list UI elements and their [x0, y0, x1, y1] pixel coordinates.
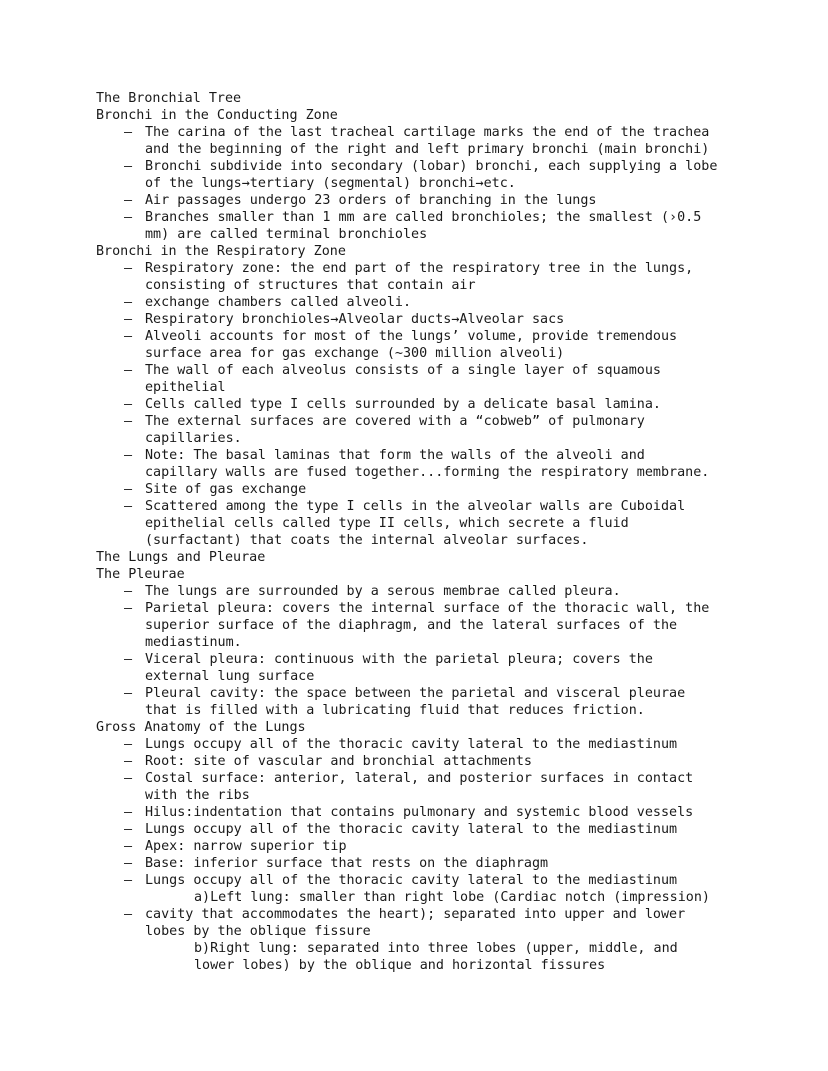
bullet-item: [96, 294, 732, 311]
bullet-dash-icon: –: [124, 125, 133, 140]
bullet-dash-icon: –: [124, 754, 133, 769]
bullet-text: Scattered among the type I cells in the alveolar walls are Cuboidal epithelial cells called type II cells, which secrete a fluid (surfactant) that coats the internal alveolar surfaces.: [145, 499, 694, 548]
lettered-sub-item: a)Left lung: smaller than right lobe (Cardiac notch (impression): [194, 890, 710, 905]
document-body: [96, 90, 732, 974]
bullet-dash-icon: –: [124, 839, 133, 854]
bullet-dash-icon: –: [124, 822, 133, 837]
bullet-text: The carina of the last tracheal cartilage marks the end of the trachea and the beginning of the right and left primary bronchi (main bronchi): [145, 125, 718, 157]
bullet-dash-icon: –: [124, 584, 133, 599]
bullet-text: Viceral pleura: continuous with the parietal pleura; covers the external lung surface: [145, 652, 661, 684]
bullet-item: [96, 600, 732, 651]
bullet-item: [96, 804, 732, 821]
bullet-text: Note: The basal laminas that form the walls of the alveoli and capillary walls are fused together...forming the respiratory membrane.: [145, 448, 710, 480]
section-heading: Gross Anatomy of the Lungs: [96, 720, 306, 735]
bullet-text: Air passages undergo 23 orders of branching in the lungs: [145, 193, 597, 208]
bullet-item: [96, 498, 732, 549]
bullet-dash-icon: –: [124, 193, 133, 208]
bullet-text: Hilus:indentation that contains pulmonary and systemic blood vessels: [145, 805, 694, 820]
bullet-item: [96, 260, 732, 294]
bullet-text: exchange chambers called alveoli.: [145, 295, 412, 310]
bullet-text: The wall of each alveolus consists of a single layer of squamous epithelial: [145, 363, 670, 395]
bullet-text: Branches smaller than 1 mm are called bronchioles; the smallest (›0.5 mm) are called terminal bronchioles: [145, 210, 710, 242]
bullet-dash-icon: –: [124, 159, 133, 174]
bullet-text: Pleural cavity: the space between the parietal and visceral pleurae that is filled with a lubricating fluid that reduces friction.: [145, 686, 694, 718]
bullet-text: Alveoli accounts for most of the lungs’ volume, provide tremendous surface area for gas exchange (~300 million alveoli): [145, 329, 686, 361]
bullet-text: Lungs occupy all of the thoracic cavity lateral to the mediastinum: [145, 873, 678, 888]
bullet-item: [96, 447, 732, 481]
bullet-item: [96, 838, 732, 855]
bullet-item: [96, 328, 732, 362]
bullet-text: Bronchi subdivide into secondary (lobar) bronchi, each supplying a lobe of the lungs→tertiary (segmental) bronchi→etc.: [145, 159, 726, 191]
bullet-dash-icon: –: [124, 448, 133, 463]
bullet-dash-icon: –: [124, 312, 133, 327]
section-heading: Bronchi in the Respiratory Zone: [96, 244, 346, 259]
bullet-item: [96, 481, 732, 498]
bullet-item: [96, 736, 732, 753]
bullet-text: Costal surface: anterior, lateral, and posterior surfaces in contact with the ribs: [145, 771, 702, 803]
bullet-text: Cells called type I cells surrounded by a delicate basal lamina.: [145, 397, 661, 412]
bullet-dash-icon: –: [124, 737, 133, 752]
bullet-item: [96, 311, 732, 328]
bullet-item: [96, 685, 732, 719]
section-heading: The Pleurae: [96, 567, 185, 582]
bullet-item: [96, 158, 732, 192]
bullet-text: Parietal pleura: covers the internal surface of the thoracic wall, the superior surface of the diaphragm, and the lateral surfaces of the mediastinum.: [145, 601, 718, 650]
bullet-text: Base: inferior surface that rests on the diaphragm: [145, 856, 549, 871]
bullet-dash-icon: –: [124, 805, 133, 820]
bullet-text: Lungs occupy all of the thoracic cavity lateral to the mediastinum: [145, 822, 678, 837]
bullet-text: Site of gas exchange: [145, 482, 307, 497]
bullet-item: [96, 770, 732, 804]
bullet-text: The external surfaces are covered with a “cobweb” of pulmonary capillaries.: [145, 414, 653, 446]
bullet-text: Respiratory bronchioles→Alveolar ducts→Alveolar sacs: [145, 312, 565, 327]
section-heading: The Bronchial Tree: [96, 91, 242, 106]
bullet-item: [96, 651, 732, 685]
bullet-item: [96, 583, 732, 600]
bullet-dash-icon: –: [124, 414, 133, 429]
bullet-dash-icon: –: [124, 873, 133, 888]
bullet-item: [96, 124, 732, 158]
bullet-dash-icon: –: [124, 482, 133, 497]
bullet-item: [96, 906, 732, 940]
bullet-item: [96, 753, 732, 770]
bullet-dash-icon: –: [124, 363, 133, 378]
bullet-text: Apex: narrow superior tip: [145, 839, 347, 854]
bullet-dash-icon: –: [124, 907, 133, 922]
bullet-item: [96, 872, 732, 889]
lettered-sub-item: b)Right lung: separated into three lobes (upper, middle, and lower lobes) by the oblique and horizontal fissures: [194, 941, 686, 973]
bullet-text: Lungs occupy all of the thoracic cavity lateral to the mediastinum: [145, 737, 678, 752]
bullet-item: [96, 855, 732, 872]
section-heading: Bronchi in the Conducting Zone: [96, 108, 338, 123]
bullet-dash-icon: –: [124, 329, 133, 344]
bullet-text: cavity that accommodates the heart); separated into upper and lower lobes by the oblique fissure: [145, 907, 694, 939]
bullet-text: Respiratory zone: the end part of the respiratory tree in the lungs, consisting of structures that contain air: [145, 261, 702, 293]
bullet-dash-icon: –: [124, 652, 133, 667]
bullet-dash-icon: –: [124, 771, 133, 786]
bullet-dash-icon: –: [124, 856, 133, 871]
bullet-dash-icon: –: [124, 499, 133, 514]
bullet-item: [96, 821, 732, 838]
bullet-dash-icon: –: [124, 295, 133, 310]
bullet-item: [96, 413, 732, 447]
bullet-text: Root: site of vascular and bronchial attachments: [145, 754, 532, 769]
bullet-dash-icon: –: [124, 601, 133, 616]
bullet-dash-icon: –: [124, 261, 133, 276]
bullet-dash-icon: –: [124, 210, 133, 225]
bullet-item: [96, 396, 732, 413]
bullet-text: The lungs are surrounded by a serous membrae called pleura.: [145, 584, 621, 599]
bullet-item: [96, 362, 732, 396]
section-heading: The Lungs and Pleurae: [96, 550, 266, 565]
bullet-dash-icon: –: [124, 686, 133, 701]
bullet-item: [96, 209, 732, 243]
bullet-item: [96, 192, 732, 209]
bullet-dash-icon: –: [124, 397, 133, 412]
